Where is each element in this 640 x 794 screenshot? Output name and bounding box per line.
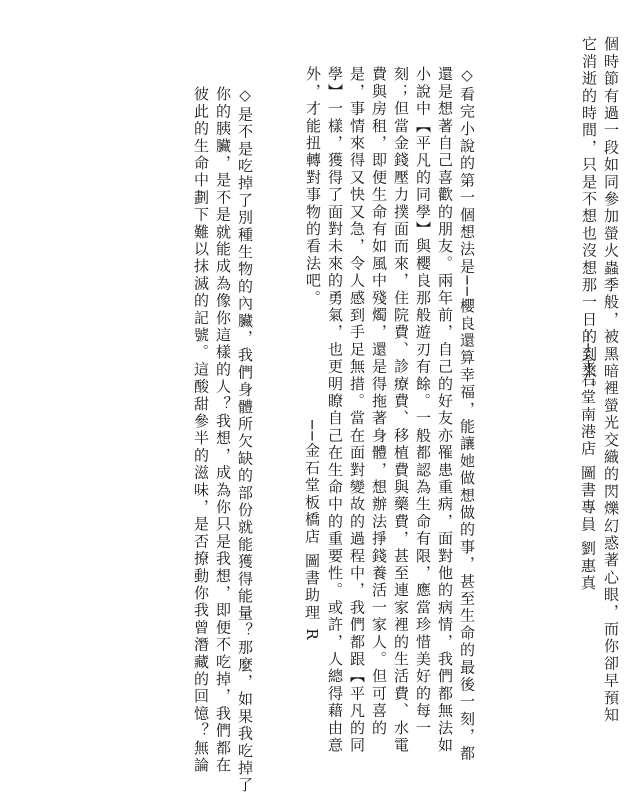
text-column: 學】一樣，獲得了面對未來的勇氣，也更明瞭自己在生命中的重要性。或許，人總得藉由意 [326,66,344,754]
text-column: 它消逝的時間，只是不想也沒想那一日的到來。 [580,36,598,398]
attribution: ──金石堂南港店 圖書專員 劉惠真 [579,332,597,592]
text-column: 費與房租，即便生命有如風中殘燭，還是得拖著身體，想辦法掙錢養活一家人。但可喜的 [370,66,388,737]
text-column: 還是想著自己喜歡的朋友。兩年前，自己的好友亦罹患重病，面對他的病情，我們都無法如 [436,66,454,754]
text-column: 個時節有過一段如同參加螢火蟲季般，被黑暗裡螢光交織的閃爍幻惑著心眼，而你卻早預知 [602,36,620,724]
text-column: ◇是不是吃掉了別種生物的內臟，我們身體所欠缺的部份就能獲得能量？那麼，如果我吃掉了 [236,86,254,794]
text-column: 外，才能扭轉對事物的看法吧。 [304,66,322,307]
text-column: 彼此的生命中劃下難以抹滅的記號。這酸甜參半的滋味，是否撩動你我曾潛藏的回憶？無論 [192,86,210,774]
text-column: 小說中【平凡的同學】與櫻良那般遊刃有餘。一般都認為生命有限，應當珍惜美好的每一 [414,66,432,737]
text-column: 是，事情來得又快又急，令人感到手足無措。當在面對變故的過程中，我們都跟【平凡的同 [348,66,366,754]
attribution: ──金石堂板橋店 圖書助理 R [303,420,321,642]
text-column: 刻；但當金錢壓力撲面而來，住院費、診療費、移植費與藥費，甚至連家裡的生活費、水電 [392,66,410,754]
text-column: 你的胰臟，是不是就能成為像你這樣的人？我想，成為你只是我想，即便不吃掉，我們都在 [214,86,232,774]
text-column: ◇看完小說的第一個想法是──櫻良還算幸福，能讓她做想做的事，甚至生命的最後一刻，都 [458,66,476,763]
